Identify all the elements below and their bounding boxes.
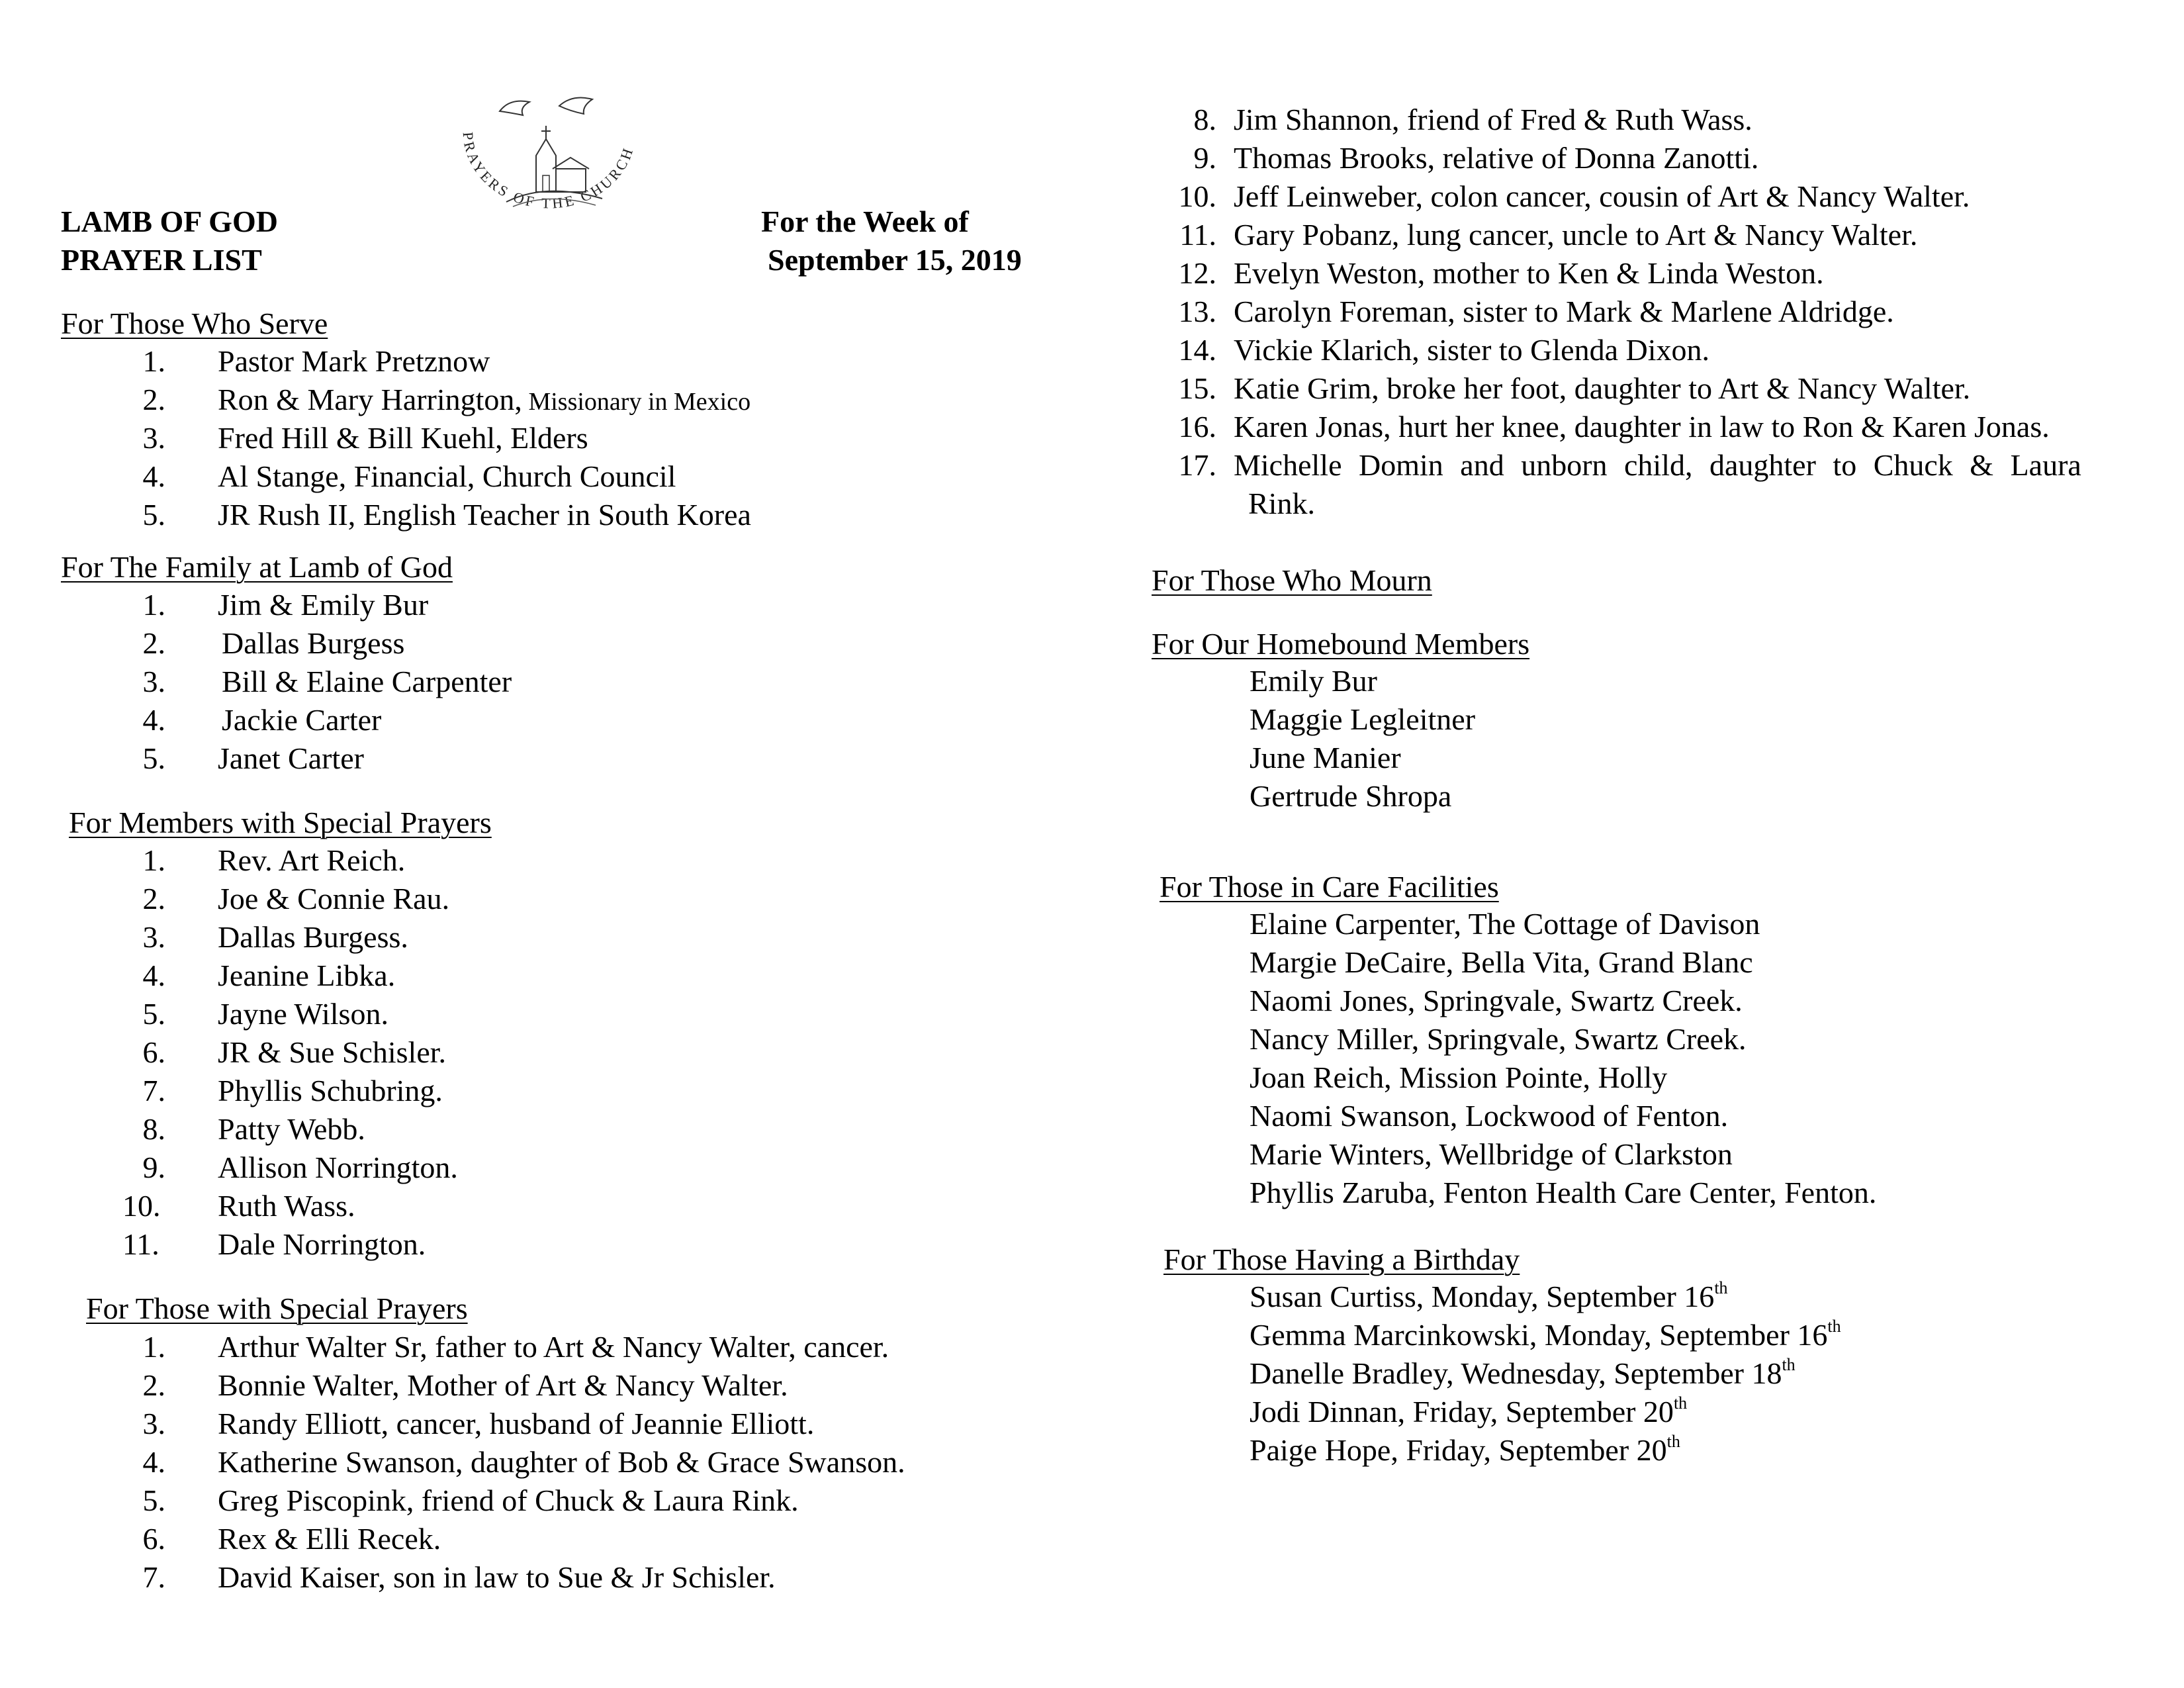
logo-lettering: PRAYERS OF THE CHURCH [459,131,637,212]
list-item: Emily Bur [1250,664,1377,698]
birthday-list [1250,1278,1841,1470]
list-item: Marie Winters, Wellbridge of Clarkston [1250,1137,1733,1171]
care-list [1250,905,1876,1212]
section-heading-serve: For Those Who Serve [61,306,328,340]
list-item: Margie DeCaire, Bella Vita, Grand Blanc [1250,945,1753,979]
prayer-list-page: LAMB OF GOD PRAYER LIST For the Week of September 15, 2019 PRAYERS OF THE CHURCH For Those Who Serve 1. Pastor Mark Pretznow 2. Ron & Mary Harrington, Missionary in Mexico 3. Fred Hill & Bill Kuehl, Elders 4. Al Stange, Financial, Church Council 5. JR Rush II, English Teacher in South Korea For The Family at Lamb of God 1. Jim & Emily Bur 2. Dallas Burgess 3. Bill & Elaine Carpenter 4. Jackie Carter 5. Janet Carter For Members with Special Prayers 1. Rev. Art Reich. 2. Joe & Connie Rau. 3. Dallas Burgess. 4. Jeanine Libka. 5. Jayne Wilson. 6. JR & Sue Schisler. 7. Phyllis Schubring. 8. Patty Webb. 9. Allison Norrington. 10. Ruth Wass. 11. Dale Norrington. For Those with Special Prayers 1. Arthur Walter Sr, father to Art & Nancy Walter, cancer. 2. Bonnie Walter, Mother of Art & Nancy Walter. 3. Randy Elliott, cancer, husband of Jeannie Elliott. 4. Katherine Swanson, daughter of Bob & Grace Swanson. 5. Greg Piscopink, friend of Chuck & Laura Rink. 6. Rex & Elli Recek. 7. David Kaiser, son in law to Sue & Jr Schisler. 8. Jim Shannon, friend of Fred & Ruth Wass. 9. Thomas Brooks, relative of Donna Zanotti. 10. Jeff Leinweber, colon cancer, cousin of Art & Nancy Walter. 11. Gary Pobanz, lung cancer, uncle to Art & Nancy Walter. 12. Evelyn Weston, mother to Ken & Linda Weston. 13. Carolyn Foreman, sister to Mark & Marlene Aldridge. 14. Vickie Klarich, sister to Glenda Dixon. 15. Katie Grim, broke her foot, daughter to Art & Nancy Walter. 16. Karen Jonas, hurt her knee, daughter in law to Ron & Karen Jonas. 17. Michelle Domin and unborn child, daughter to Chuck & Laura Rink. For Those Who Mourn For Our Homebound Members Emily Bur Maggie Legleitner June Manier Gertrude Shropa For Those in Care Facilities Elaine Carpenter, The Cottage of Davison Margie DeCaire, Bella Vita, Grand Blanc Naomi Jones, Springvale, Swartz Creek. Nancy Miller, Springvale, Swartz Creek. Joan Reich, Mission Pointe, Holly Naomi Swanson, Lockwood of Fenton. Marie Winters, Wellbridge of Clarkston Phyllis Zaruba, Fenton Health Care Center, Fenton. For Those Having a Birthday Susan Curtiss, Monday, September 16th Gemma Marcinkowski, Monday, September 16th Danelle Bradley, Wednesday, September 18th Jodi Dinnan, Friday, September 20th Paige Hope, Friday, September 20th [0,0,2184,1688]
list-item: Nancy Miller, Springvale, Swartz Creek. [1250,1022,1747,1056]
section-heading-homebound: For Our Homebound Members [1152,627,1530,661]
list-item: Phyllis Zaruba, Fenton Health Care Center, Fenton. [1250,1176,1877,1209]
section-heading-special: For Those with Special Prayers [86,1291,468,1325]
list-title: PRAYER LIST [61,243,262,277]
list-item: Susan Curtiss, Monday, September 16th [1250,1278,1728,1313]
missionary-note: Missionary in Mexico [522,388,751,416]
list-item: Danelle Bradley, Wednesday, September 18th [1250,1354,1796,1390]
org-title: LAMB OF GOD [61,205,278,238]
section-heading-care: For Those in Care Facilities [1160,870,1499,904]
list-item: Naomi Jones, Springvale, Swartz Creek. [1250,984,1743,1017]
list-item: June Manier [1250,741,1401,774]
section-heading-mourn: For Those Who Mourn [1152,563,1432,597]
item-17-continuation: Rink. [1248,487,1315,520]
list-item: Maggie Legleitner [1250,702,1476,736]
list-item: Naomi Swanson, Lockwood of Fenton. [1250,1099,1729,1133]
list-item: Paige Hope, Friday, September 20th [1250,1431,1680,1467]
week-date: September 15, 2019 [768,243,1022,277]
church-logo-icon [443,93,649,252]
homebound-list [1250,662,1475,816]
section-heading-members: For Members with Special Prayers [69,806,492,839]
list-item: Elaine Carpenter, The Cottage of Davison [1250,907,1760,941]
list-item: Joan Reich, Mission Pointe, Holly [1250,1060,1668,1094]
list-item: Jodi Dinnan, Friday, September 20th [1250,1393,1688,1429]
list-item: Gemma Marcinkowski, Monday, September 16th [1250,1316,1841,1352]
section-heading-family: For The Family at Lamb of God [61,550,453,584]
list-item: Gertrude Shropa [1250,779,1452,813]
week-label: For the Week of [761,205,969,238]
section-heading-birthday: For Those Having a Birthday [1163,1243,1520,1276]
